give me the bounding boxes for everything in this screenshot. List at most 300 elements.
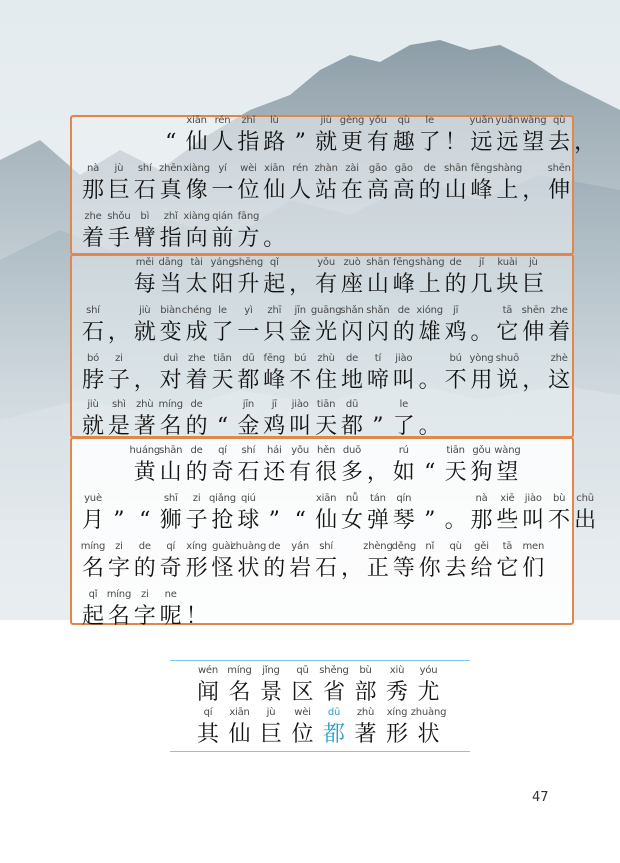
hanzi: 这 [548, 368, 571, 393]
hanzi: 呢 [159, 604, 182, 629]
hanzi: 一 [237, 320, 260, 345]
hanzi: 用 [470, 368, 493, 393]
hanzi: 成 [185, 320, 208, 345]
pinyin: shí [86, 305, 100, 316]
pinyin: shí [137, 163, 152, 174]
text-line [0, 352, 620, 400]
hanzi: 著 [133, 414, 156, 439]
hanzi: ” [268, 508, 280, 533]
pinyin: nà [86, 163, 100, 174]
hanzi: 秀 [385, 680, 408, 705]
hanzi: ， [133, 368, 156, 393]
hanzi: 其 [196, 722, 219, 747]
hanzi: 当 [159, 272, 182, 297]
pinyin: tán [369, 493, 386, 504]
pinyin: nǚ [345, 493, 359, 504]
hanzi: 不 [548, 508, 571, 533]
hanzi: 石 [133, 178, 156, 203]
pinyin: tā [502, 541, 513, 552]
pinyin: xiān [186, 115, 207, 126]
hanzi: ” [113, 508, 125, 533]
hanzi: 形 [385, 722, 408, 747]
pinyin: dū [327, 707, 341, 718]
hanzi: 闻 [196, 680, 219, 705]
hanzi: 闪 [340, 320, 363, 345]
hanzi: 名 [81, 556, 104, 581]
pinyin: yáng [210, 257, 235, 268]
hanzi: 状 [237, 556, 260, 581]
pinyin: zhàn [314, 163, 338, 174]
hanzi: 等 [392, 556, 415, 581]
hanzi: 说 [496, 368, 519, 393]
hanzi: 脖 [81, 368, 104, 393]
hanzi: 方 [237, 226, 260, 251]
pinyin: gāo [394, 163, 413, 174]
pinyin: zuò [343, 257, 361, 268]
hanzi: 它 [496, 556, 519, 581]
pinyin: yán [291, 541, 310, 552]
hanzi: ” [372, 414, 384, 439]
pinyin: tā [502, 305, 513, 316]
pinyin: zhe [550, 305, 568, 316]
hanzi: “ [216, 414, 229, 439]
pinyin: le [218, 305, 227, 316]
hanzi: 叫 [522, 508, 545, 533]
pinyin: tiān [316, 399, 336, 410]
pinyin: rén [214, 115, 231, 126]
pinyin: qín [396, 493, 412, 504]
pinyin: tiān [446, 445, 465, 456]
pinyin: de [138, 541, 151, 552]
page-number: 47 [532, 790, 549, 805]
pinyin: xiān [229, 707, 250, 718]
hanzi: 名 [107, 604, 130, 629]
hanzi: 起 [81, 604, 104, 629]
hanzi: 人 [289, 178, 312, 203]
hanzi: 闪 [366, 320, 389, 345]
hanzi: 就 [81, 414, 104, 439]
hanzi: 有 [289, 460, 312, 485]
hanzi: 名 [228, 680, 251, 705]
hanzi: 奇 [211, 460, 234, 485]
hanzi: “ [139, 508, 151, 533]
hanzi: 的 [444, 272, 467, 297]
pinyin: wèi [294, 707, 311, 718]
hanzi-char [518, 256, 548, 304]
hanzi: 子 [107, 368, 130, 393]
vocab-row [0, 706, 620, 754]
pinyin: bú [449, 353, 462, 364]
pinyin: xióng [416, 305, 443, 316]
pinyin: jiào [291, 399, 309, 410]
hanzi: 一 [211, 178, 234, 203]
vocab-char [319, 664, 349, 712]
pinyin: qù [553, 115, 566, 126]
hanzi: “ [294, 508, 306, 533]
vocab-char [193, 706, 223, 754]
hanzi: 的 [185, 460, 208, 485]
pinyin: rú [398, 445, 409, 456]
hanzi: 去 [548, 130, 571, 155]
hanzi: 形 [185, 556, 208, 581]
hanzi: 状 [417, 722, 440, 747]
vocab-char [225, 706, 255, 754]
text-line [0, 114, 620, 162]
pinyin: gěi [474, 541, 489, 552]
hanzi-char [415, 398, 445, 446]
hanzi: ” [424, 508, 436, 533]
hanzi: 们 [522, 556, 545, 581]
hanzi: 着 [185, 368, 208, 393]
hanzi: 。 [470, 320, 493, 345]
hanzi: 就 [133, 320, 156, 345]
pinyin: shàng [492, 163, 523, 174]
hanzi: 远 [496, 130, 519, 155]
pinyin: zhǐ [163, 211, 178, 222]
pinyin: jiù [87, 399, 99, 410]
pinyin: qù [449, 541, 462, 552]
hanzi: 不 [289, 368, 312, 393]
hanzi: 天 [315, 414, 338, 439]
pinyin: yuǎn [495, 115, 520, 126]
hanzi: 峰 [392, 272, 415, 297]
hanzi: 起 [263, 272, 286, 297]
pinyin: le [425, 115, 434, 126]
hanzi: 仙 [228, 722, 251, 747]
hanzi: 住 [315, 368, 338, 393]
vocab-char [256, 664, 286, 712]
hanzi: 是 [107, 414, 130, 439]
pinyin: rén [292, 163, 309, 174]
hanzi-char [570, 492, 600, 540]
pinyin: fēng [393, 257, 415, 268]
pinyin: yǒu [369, 115, 387, 126]
pinyin: xíng [186, 541, 207, 552]
pinyin: míng [158, 399, 183, 410]
pinyin: shì [112, 399, 126, 410]
hanzi: 的 [263, 556, 286, 581]
hanzi-char [518, 540, 548, 588]
pinyin: shǒu [107, 211, 131, 222]
pinyin: qǐ [88, 589, 98, 600]
pinyin: yǒu [317, 257, 335, 268]
pinyin: zi [115, 353, 123, 364]
vocab-char [382, 664, 412, 712]
text-line [0, 540, 620, 588]
hanzi-char [259, 210, 289, 258]
pinyin: zhè [550, 353, 568, 364]
pinyin: dāng [158, 257, 183, 268]
hanzi: “ [424, 460, 436, 485]
text-line [0, 444, 620, 492]
hanzi: 。 [418, 368, 441, 393]
pinyin: qū [296, 665, 309, 676]
hanzi: 多 [340, 460, 363, 485]
pinyin: měi [135, 257, 154, 268]
hanzi: 路 [263, 130, 286, 155]
vocab-char [225, 664, 255, 712]
hanzi: 趣 [392, 130, 415, 155]
hanzi: 。 [418, 414, 441, 439]
pinyin: míng [227, 665, 252, 676]
hanzi: 岩 [289, 556, 312, 581]
pinyin: zi [192, 493, 201, 504]
pinyin: zhuàng [410, 707, 447, 718]
pinyin: bù [553, 493, 566, 504]
hanzi: 对 [159, 368, 182, 393]
hanzi: 山 [444, 178, 467, 203]
pinyin: shí [319, 541, 333, 552]
pinyin: guài [212, 541, 233, 552]
hanzi: 天 [444, 460, 467, 485]
pinyin: zhe [84, 211, 102, 222]
pinyin: jīn [242, 399, 255, 410]
text-line [0, 256, 620, 304]
pinyin: xiān [315, 493, 337, 504]
pinyin: yǒu [291, 445, 310, 456]
hanzi: 不 [444, 368, 467, 393]
pinyin: jiù [320, 115, 332, 126]
hanzi: 你 [418, 556, 441, 581]
hanzi-char [570, 114, 600, 162]
hanzi: 的 [418, 178, 441, 203]
hanzi: 上 [418, 272, 441, 297]
vocab-char [414, 664, 444, 712]
hanzi: ” [294, 130, 306, 155]
pinyin: qí [218, 445, 227, 456]
hanzi: 名 [159, 414, 182, 439]
pinyin: wàng [494, 445, 521, 456]
hanzi: 它 [496, 320, 519, 345]
hanzi: 还 [263, 460, 286, 485]
hanzi: 仙 [263, 178, 286, 203]
pinyin: tiān [213, 353, 232, 364]
vocab-char-highlighted [319, 706, 349, 754]
vocab-char [256, 706, 286, 754]
pinyin: bú [294, 353, 307, 364]
pinyin: chū [576, 493, 594, 504]
pinyin: shī [163, 493, 178, 504]
pinyin: fāng [237, 211, 260, 222]
hanzi: 子 [185, 508, 208, 533]
pinyin: zhù [317, 353, 335, 364]
hanzi: 的 [185, 414, 208, 439]
hanzi: 石 [315, 556, 338, 581]
hanzi: 只 [263, 320, 286, 345]
hanzi: 抢 [211, 508, 234, 533]
pinyin: xiàng [183, 163, 210, 174]
pinyin: wàng [520, 115, 547, 126]
pinyin: nǐ [425, 541, 435, 552]
hanzi: 了 [418, 130, 441, 155]
hanzi: 石 [237, 460, 260, 485]
pinyin: lù [269, 115, 279, 126]
hanzi: 省 [322, 680, 345, 705]
pinyin: xiān [264, 163, 285, 174]
pinyin: jù [114, 163, 124, 174]
hanzi: 望 [522, 130, 545, 155]
hanzi: 山 [366, 272, 389, 297]
hanzi: 高 [366, 178, 389, 203]
hanzi: 就 [315, 130, 338, 155]
hanzi: 山 [159, 460, 182, 485]
hanzi: 了 [211, 320, 234, 345]
hanzi: 金 [237, 414, 260, 439]
vocab-char [351, 664, 381, 712]
pinyin: zhǐ [241, 115, 256, 126]
hanzi: 叫 [392, 368, 415, 393]
hanzi: 啼 [366, 368, 389, 393]
pinyin: kuài [497, 257, 518, 268]
pinyin: zài [345, 163, 359, 174]
hanzi: 有 [366, 130, 389, 155]
pinyin: xíng [386, 707, 408, 718]
hanzi: 叫 [289, 414, 312, 439]
pinyin: míng [106, 589, 132, 600]
hanzi: 峰 [470, 178, 493, 203]
pinyin: zhù [136, 399, 154, 410]
pinyin: xiàng [183, 211, 210, 222]
hanzi: 更 [340, 130, 363, 155]
pinyin: tài [190, 257, 203, 268]
hanzi: 太 [185, 272, 208, 297]
hanzi: 座 [340, 272, 363, 297]
pinyin: qù [397, 115, 410, 126]
pinyin: jīn [294, 305, 306, 316]
hanzi: 每 [133, 272, 156, 297]
hanzi: ， [340, 556, 363, 581]
hanzi: ， [574, 130, 597, 155]
hanzi: 前 [211, 226, 234, 251]
hanzi-char [544, 162, 574, 210]
hanzi: 都 [237, 368, 260, 393]
pinyin: shān [443, 163, 468, 174]
hanzi-char [544, 352, 574, 400]
hanzi: 奇 [159, 556, 182, 581]
text-line [0, 398, 620, 446]
hanzi: 出 [574, 508, 597, 533]
pinyin: shēn [547, 163, 571, 174]
hanzi: 变 [159, 320, 182, 345]
pinyin: jiù [139, 305, 151, 316]
pinyin: zhēn [159, 163, 183, 174]
hanzi: 峰 [263, 368, 286, 393]
pinyin: gǒu [472, 445, 491, 456]
hanzi: 鸡 [263, 414, 286, 439]
pinyin: hái [266, 445, 282, 456]
pinyin: de [345, 353, 359, 364]
hanzi: 去 [444, 556, 467, 581]
hanzi: 些 [496, 508, 519, 533]
hanzi: 字 [133, 604, 156, 629]
pinyin: le [399, 399, 409, 410]
hanzi: 向 [185, 226, 208, 251]
pinyin: de [397, 305, 410, 316]
pinyin: shěng [319, 665, 349, 676]
pinyin: zhèng [363, 541, 393, 552]
hanzi: 块 [496, 272, 519, 297]
pinyin: jī [453, 305, 459, 316]
hanzi: 指 [159, 226, 182, 251]
pinyin: shān [159, 445, 183, 456]
hanzi: 很 [315, 460, 338, 485]
pinyin: děng [391, 541, 416, 552]
vocab-char [288, 706, 318, 754]
hanzi: ， [522, 178, 545, 203]
pinyin: yuǎn [469, 115, 494, 126]
hanzi: 区 [291, 680, 314, 705]
hanzi: 狗 [470, 460, 493, 485]
pinyin: shí [241, 445, 256, 456]
pinyin: fēng [470, 163, 493, 174]
hanzi: 怪 [211, 556, 234, 581]
pinyin: zhe [188, 353, 206, 364]
hanzi: 鸡 [444, 320, 467, 345]
pinyin: duì [163, 353, 179, 364]
pinyin: nà [475, 493, 488, 504]
pinyin: dū [242, 353, 255, 364]
pinyin: jù [266, 707, 276, 718]
pinyin: gèng [339, 115, 365, 126]
pinyin: jǐng [262, 665, 280, 676]
hanzi: 高 [392, 178, 415, 203]
hanzi: 部 [354, 680, 377, 705]
hanzi: 望 [496, 460, 519, 485]
pinyin: guāng [310, 305, 342, 316]
text-line [0, 492, 620, 540]
hanzi: 。 [444, 508, 467, 533]
hanzi: 伸 [522, 320, 545, 345]
hanzi: 那 [470, 508, 493, 533]
vocab-char [288, 664, 318, 712]
hanzi: 巨 [259, 722, 282, 747]
hanzi: 地 [340, 368, 363, 393]
pinyin: bù [359, 665, 372, 676]
pinyin: xiē [500, 493, 515, 504]
hanzi: 着 [81, 226, 104, 251]
pinyin: míng [80, 541, 106, 552]
vocab-row [0, 664, 620, 712]
hanzi: 巨 [107, 178, 130, 203]
pinyin: qǐ [269, 257, 279, 268]
hanzi: 巨 [522, 272, 545, 297]
pinyin: bó [86, 353, 100, 364]
pinyin: yuè [84, 493, 102, 504]
hanzi: 月 [81, 508, 104, 533]
hanzi: 。 [263, 226, 286, 251]
pinyin: jiào [395, 353, 413, 364]
hanzi: ， [289, 272, 312, 297]
pinyin: zhī [267, 305, 282, 316]
pinyin: gāo [368, 163, 387, 174]
pinyin: qí [166, 541, 176, 552]
hanzi-char [182, 588, 212, 636]
pinyin: tí [374, 353, 382, 364]
pinyin: de [268, 541, 281, 552]
hanzi: 手 [107, 226, 130, 251]
pinyin: shàng [415, 257, 445, 268]
hanzi: 天 [211, 368, 234, 393]
hanzi: 如 [392, 460, 415, 485]
pinyin: xiù [389, 665, 405, 676]
pinyin: de [190, 399, 203, 410]
hanzi-char [544, 304, 574, 352]
hanzi: 球 [237, 508, 260, 533]
hanzi: 的 [133, 556, 156, 581]
vocab-char [410, 706, 447, 754]
hanzi: 伸 [548, 178, 571, 203]
hanzi: 琴 [392, 508, 415, 533]
